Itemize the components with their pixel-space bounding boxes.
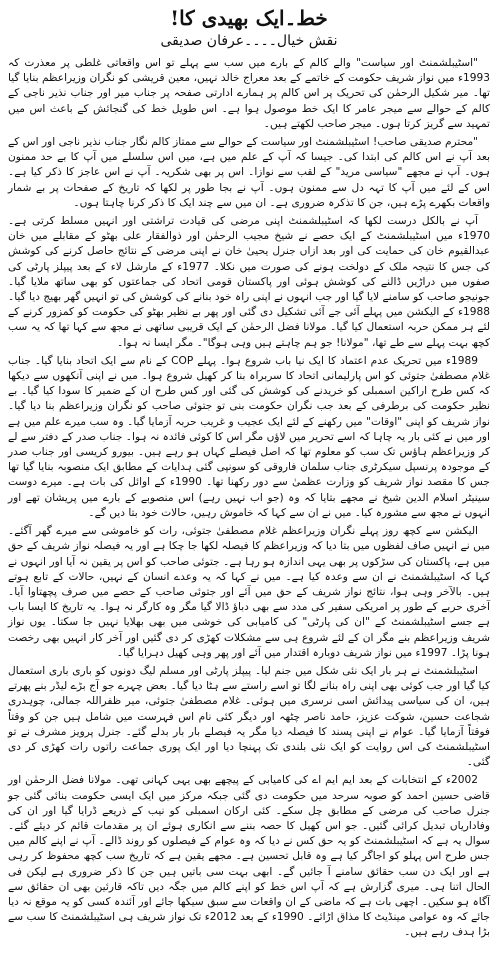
article-headline: خط۔ایک بھیدی کا! [170,6,328,30]
article-paragraph: "محترم صدیقی صاحب! اسٹیبلشمنٹ اور سیاست کے حوالے سے ممتاز کالم نگار جناب نذیر ناجی اور اس کے بعد آپ نے اس کالم کی ابتدا کی۔ جیسا کہ آپ کے علم میں ہے، میں اس سلسلے میں آپ کا بے حد ممنون ہوں۔ آپ نے مجھے "سیاسی مرید" کے لقب سے نوازا۔ اس پر بھی شکریہ۔ آپ نے اس عاجز کا ذکر کیا ہے۔ اس کے لئے میں آپ کا تہہ دل سے ممنون ہوں۔ آپ نے بجا طور پر لکھا کہ تاریخ کے صفحات پر بے شمار واقعات بکھرے پڑے ہیں، جن کا تذکرہ ضروری ہے۔ ان میں سے چند ایک کا ذکر کرنا چاہتا ہوں۔ [8,136,490,209]
article-paragraph: الیکشن سے کچھ روز پہلے نگران وزیراعظم غلام مصطفیٰ جتوئی، رات کو خاموشی سے میرے گھر آگئے۔ میں نے انہیں صاف لفظوں میں بتا دیا کہ وزیراعظم کا فیصلہ لکھا جا چکا ہے اور یہ فیصلہ نواز شریف کے حق میں ہے، پاکستان کی سڑکوں پر بھی یہی اندازہ ہو رہا ہے۔ جتوئی صاحب کو اس پر یقین نہ آیا اور انہوں نے کہا کہ اسٹیبلشمنٹ نے ان سے وعدہ کیا ہے۔ میں نے کہا کہ یہ وعدے انسان کے نہیں، حالات کے تابع ہوتے ہیں۔ بالآخر وہی ہوا، نتائج نواز شریف کے حق میں آئے اور جتوئی صاحب کے حصے میں صرف پچھتاوا آیا۔ آخری حربے کے طور پر امریکی سفیر کی مدد سے بھی دباؤ ڈالا گیا مگر وہ کارگر نہ ہوا۔ یہ تاریخ کا ایسا باب ہے جسے اسٹیبلشمنٹ کے "ان کی پارٹی" کی کامیابی کی خوشی میں بھی بھلایا نہیں جا سکتا۔ یوں نواز شریف وزیراعظم بنے مگر ان کے لئے شروع ہی سے مشکلات کھڑی کر دی گئیں اور آخر کار انہیں بھی رخصت ہونا پڑا۔ 1997ء میں نواز شریف دوبارہ اقتدار میں آئے اور پھر وہی کھیل دہرایا گیا۔ [8,525,490,659]
article-body [8,56,490,941]
article-paragraph: آپ نے بالکل درست لکھا کہ اسٹیبلشمنٹ اپنی مرضی کی قیادت تراشتی اور انہیں مسلط کرتی ہے۔ 1970ء میں اسٹیبلشمنٹ کے ایک حصے نے شیخ مجیب الرحمٰن اور ذوالفقار علی بھٹو کے مقابلے میں خان عبدالقیوم خان کی حمایت کی اور بعد ازاں جنرل یحییٰ خان نے اپنی مرضی کے نتائج حاصل کرنے کی کوشش کی جس کا نتیجہ ملک کے دولخت ہونے کی صورت میں نکلا۔ 1977ء کے مارشل لاء کے بعد پیپلز پارٹی کی صفوں میں دراڑیں ڈالنے کی کوشش ہوئی اور پاکستان قومی اتحاد کی جماعتوں کو بھی ساتھ ملایا گیا۔ جونیجو صاحب کو سامنے لایا گیا اور جب انہوں نے اپنی راہ خود بنانے کی کوشش کی تو انہیں گھر بھیج دیا گیا۔ 1988ء کے الیکشن میں پہلے آئی جے آئی تشکیل دی گئی اور پھر بے نظیر بھٹو کی حکومت کو کمزور کرنے کے لئے ہر ممکن حربہ استعمال کیا گیا۔ مولانا فضل الرحمٰن کے ایک قریبی ساتھی نے مجھ سے کہا تھا کہ یہ سب کچھ بہت پہلے سے طے تھا، "مولانا! جو ہم چاہتے ہیں وہی ہوگا"۔ مگر ایسا نہ ہوا۔ [8,215,490,349]
article-byline: نقش خیال۔۔۔۔عرفان صدیقی [160,33,338,49]
article-paragraph: 2002ء کے انتخابات کے بعد ایم ایم اے کی کامیابی کے پیچھے بھی یہی کہانی تھی۔ مولانا فضل الرحمٰن اور قاضی حسین احمد کو صوبہ سرحد میں حکومت دی گئی جبکہ مرکز میں ایک ایسی حکومت بنائی گئی جو جنرل صاحب کی مرضی کے مطابق چل سکے۔ کئی ارکان اسمبلی کو نیب کے ذریعے ڈرایا گیا اور ان کی وفاداریاں تبدیل کرائی گئیں۔ جو اس کھیل کا حصہ بننے سے انکاری ہوئے ان پر مقدمات قائم کر دیئے گئے۔ سوال یہ ہے کہ اسٹیبلشمنٹ کو یہ حق کس نے دیا کہ وہ عوام کے فیصلوں کو روند ڈالے۔ آپ نے اپنے کالم میں جس طرح اس پہلو کو اجاگر کیا ہے وہ قابل تحسین ہے۔ مجھے یقین ہے کہ تاریخ سب کچھ محفوظ کر رہی ہے اور ایک دن سب حقائق سامنے آ جائیں گے۔ ابھی بہت سی باتیں ہیں جن کا ذکر ضروری ہے لیکن فی الحال اتنا ہی۔ میری گزارش ہے کہ آپ اس خط کو اپنے کالم میں جگہ دیں تاکہ قارئین بھی ان حقائق سے آگاہ ہو سکیں۔ اچھی بات ہے کہ ماضی کے ان واقعات سے سبق سیکھا جائے اور آئندہ کسی کو یہ موقع نہ دیا جائے کہ وہ عوامی مینڈیٹ کا مذاق اڑائے۔ 1990ء کے بعد 2012ء تک نواز شریف ہی اسٹیبلشمنٹ کا سب سے بڑا ہدف رہے ہیں۔ [8,774,490,939]
article-paragraph: 1989ء میں تحریک عدم اعتماد کا ایک نیا باب شروع ہوا۔ پہلے COP کے نام سے ایک اتحاد بنایا گیا۔ جناب غلام مصطفیٰ جتوئی کو اس پارلیمانی اتحاد کا سربراہ بنا کر کھیل شروع ہوا۔ میں نے اپنی آنکھوں سے دیکھا کہ کس طرح اراکین اسمبلی کو خریدنے کی کوشش کی گئی اور کس طرح ان کے ضمیر کا سودا کیا گیا۔ بے نظیر حکومت کی برطرفی کے بعد جب نگران حکومت بنی تو جتوئی صاحب کو نگران وزیراعظم بنا دیا گیا۔ نواز شریف کو اپنی "اوقات" میں رکھنے کے لئے ایک عجیب و غریب حربہ آزمایا گیا۔ وہ سب میرے علم میں ہے اور میں نے کئی بار یہ چاہا کہ اسے تحریر میں لاؤں مگر اس کا کوئی فائدہ نہ ہوا۔ جناب صدر کے دفتر سے لے کر وزیراعظم ہاؤس تک سب کو معلوم تھا کہ اصل فیصلے کہاں ہو رہے ہیں۔ بیورو کریسی اور جناب صدر کے موجودہ پرنسپل سیکرٹری جناب سلمان فاروقی کو سونپی گئی ہدایات کے مطابق ایک منصوبہ بنایا گیا تھا جس کا مقصد نواز شریف کو وزارت عظمیٰ سے دور رکھنا تھا۔ 1990ء کے اوائل کی بات ہے۔ میرے دوست سینیٹر اسلام الدین شیخ نے مجھے بتایا کہ وہ (جو اب نہیں رہے) اس منصوبے کے بارے میں پریشان تھے اور انہوں نے مجھ سے مشورہ کیا۔ میں نے ان سے کہا کہ خاموش رہیں، حالات خود بتا دیں گے۔ [8,354,490,519]
article-paragraph: اسٹیبلشمنٹ نے ہر بار ایک نئی شکل میں جنم لیا۔ پیپلز پارٹی اور مسلم لیگ دونوں کو باری باری استعمال کیا گیا اور جب کوئی بھی اپنی راہ بنانے لگا تو اسے راستے سے ہٹا دیا گیا۔ بعض چہرے جو آج بڑے لیڈر بنے پھرتے ہیں، ان کی سیاسی پیدائش اسی نرسری میں ہوئی۔ غلام مصطفیٰ جتوئی، میر ظفراللہ جمالی، چوہدری شجاعت حسین، شوکت عزیز، حامد ناصر چٹھہ اور دیگر کئی نام اس فہرست میں شامل ہیں جن کو وقتاً فوقتاً آزمایا گیا۔ عوام نے اپنی پسند کا فیصلہ دیا مگر یہ فیصلے بار بار بدلے گئے۔ جنرل پرویز مشرف نے تو اسٹیبلشمنٹ کی اس روایت کو ایک نئی بلندی تک پہنچا دیا اور ایک پوری جماعت راتوں رات کھڑی کر دی گئی۔ [8,664,490,769]
article-paragraph: "اسٹیبلشمنٹ اور سیاست" والے کالم کے بارے میں سب سے پہلے تو اس واقعاتی غلطی پر معذرت کہ 1993ء میں نواز شریف حکومت کے خاتمے کے بعد معراج خالد نہیں، معین قریشی کو نگران وزیراعظم بنایا گیا تھا۔ میر شکیل الرحمٰن کی تحریک پر اس کالم پر ہمارے ادارتی صفحہ پر جناب میر اور جناب نذیر ناجی کے کالم کے حوالے سے میجر عامر کا ایک خط موصول ہوا ہے۔ اس طویل خط کی گنجائش کے باعث اس میں تمہید سے گریز کرتا ہوں۔ میجر صاحب لکھتے ہیں۔ [8,57,490,130]
